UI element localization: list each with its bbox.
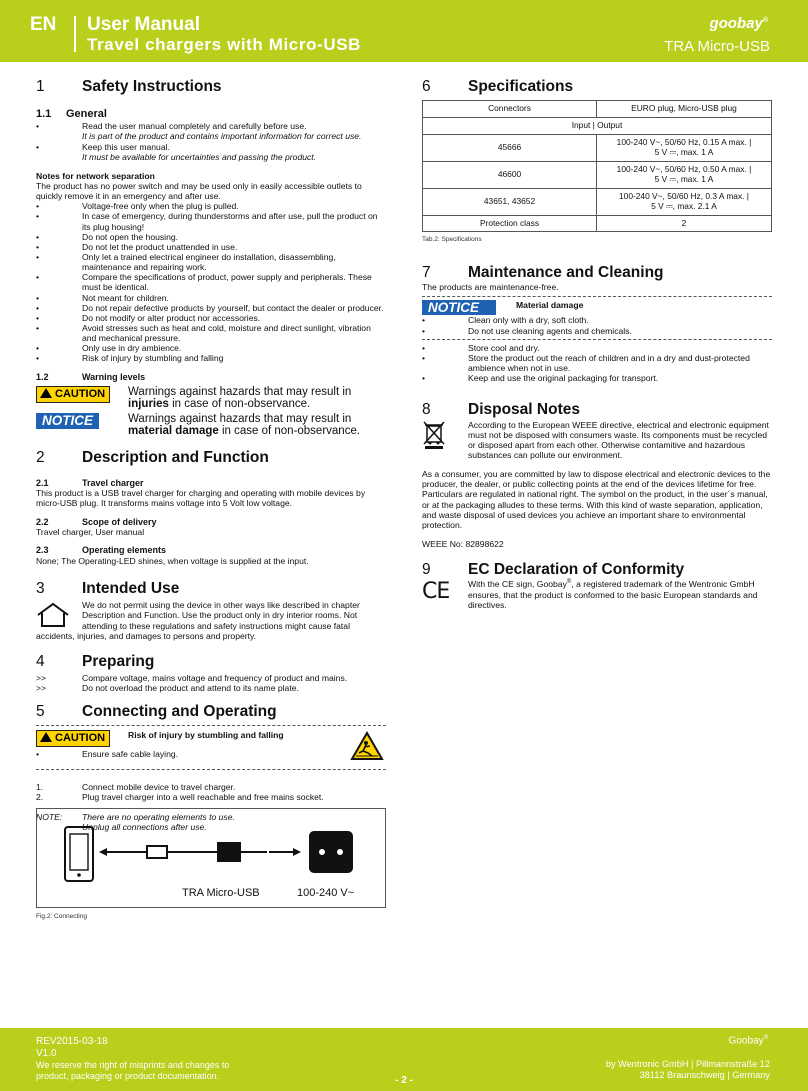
table-cell: EURO plug, Micro-USB plug (597, 101, 772, 118)
footer-brand: Goobay® (728, 1035, 768, 1047)
list-marker (36, 152, 82, 162)
weee-number: WEEE No: 82898622 (422, 538, 504, 549)
maintenance-list (422, 343, 772, 384)
figure-caption: Fig.2: Connecting (36, 913, 87, 920)
house-icon (36, 602, 70, 628)
list-text: Voltage-free only when the plug is pulled. (82, 201, 239, 212)
list-item (422, 343, 772, 353)
section-9-heading: 9 EC Declaration of Conformity (422, 561, 685, 579)
list-marker: • (36, 251, 40, 262)
list-item (36, 782, 386, 792)
network-heading: Notes for network separation (36, 170, 155, 181)
list-marker: • (422, 325, 426, 336)
notice-description: Warnings against hazards that may result in material damage in case of non-observance. (128, 413, 361, 438)
dashed-divider (36, 769, 386, 770)
table-row (423, 135, 772, 162)
stumble-warning: CAUTION Risk of injury by stumbling and falling • Ensure safe cable laying. (36, 729, 386, 765)
section-6-heading: 6 Specifications (422, 78, 574, 95)
table-row (423, 118, 772, 135)
list-item (36, 683, 386, 693)
list-item (36, 152, 386, 162)
table-cell: Input | Output (423, 118, 772, 135)
note-line-2: Unplug all connections after use. (82, 822, 207, 833)
list-text: Do not use cleaning agents and chemicals. (468, 325, 632, 336)
intended-use-text-end: accidents, injuries, and damages to persons and property. (36, 630, 257, 641)
list-text: In case of emergency, during thunderstorms and after use, pull the product on its plug housing! (82, 211, 378, 232)
company-name: by Wentronic GmbH | Pillmannstraße 12 (605, 1059, 770, 1069)
list-marker: >> (36, 683, 47, 694)
list-item (36, 303, 386, 313)
weee-bin-icon (422, 420, 446, 450)
list-item (422, 373, 772, 383)
section-1-1-heading: 1.1 General (36, 108, 107, 121)
list-item (36, 252, 386, 272)
header-divider (74, 16, 76, 52)
left-column (36, 78, 386, 832)
list-marker: • (36, 141, 40, 152)
intended-use-block (36, 600, 386, 630)
dashed-divider (422, 339, 772, 340)
intended-use-text: We do not permit using the device in other ways like described in chapter Description and Function. Use the product only in dry interior rooms. Not attending to these regulations and safety instructions might cause fatal (82, 600, 360, 631)
general-list (36, 121, 386, 162)
section-2-1-text: This product is a USB travel charger for charging and operating with mobile devices by micro-USB plug. It transforms mains voltage into 5 Volt low voltage. (36, 488, 366, 509)
list-marker: • (422, 352, 426, 363)
figure-label-charger: TRA Micro-USB (182, 887, 260, 899)
list-marker: • (422, 342, 426, 353)
section-2-1-heading: 2.1 Travel charger (36, 477, 144, 488)
brand-logo: goobay® (709, 15, 768, 32)
list-text: Avoid stresses such as heat and cold, moisture and direct sunlight, vibration and mechanical pressure. (82, 322, 371, 344)
section-5-heading: 5 Connecting and Operating (36, 703, 277, 721)
section-8-heading: 8 Disposal Notes (422, 401, 580, 419)
table-cell: 100-240 V~, 50/60 Hz, 0.50 A max. | 5 V ⎓, max. 1 A (597, 161, 772, 188)
note-label: NOTE: (36, 811, 63, 822)
section-4-heading: 4 Preparing (36, 652, 155, 670)
list-item (36, 343, 386, 353)
list-text: Only use in dry ambience. (82, 343, 182, 354)
list-marker: • (36, 201, 40, 212)
caution-badge: CAUTION (36, 730, 110, 747)
list-item (422, 326, 772, 336)
list-marker: • (36, 302, 40, 313)
list-text: Not meant for children. (82, 292, 169, 303)
list-marker: • (422, 315, 426, 326)
list-marker: • (36, 241, 40, 252)
list-marker: • (36, 272, 40, 283)
section-7-heading: 7 Maintenance and Cleaning (422, 264, 664, 282)
list-marker: 2. (36, 791, 44, 802)
caution-description: Warnings against hazards that may result in injuries in case of non-observance. (128, 386, 352, 411)
list-marker: 1. (36, 781, 44, 792)
list-marker: >> (36, 673, 47, 684)
table-row (423, 188, 772, 215)
company-address: 38112 Braunschweig | Germany (639, 1070, 770, 1080)
page-header (0, 0, 808, 62)
ce-mark-icon: CE (422, 579, 450, 605)
list-text: Keep and use the original packaging for transport. (468, 373, 659, 384)
caution-badge: CAUTION (36, 386, 110, 403)
list-item (36, 353, 386, 363)
table-row (423, 101, 772, 118)
section-2-3-text: None; The Operating-LED shines, when voltage is supplied at the input. (36, 555, 309, 566)
list-item (36, 313, 386, 323)
list-text: Compare the specifications of product, power supply and peripherals. These must be identical. (82, 272, 372, 293)
manual-title: User Manual (87, 14, 200, 35)
table-cell: 43651, 43652 (423, 188, 597, 215)
list-marker: • (36, 312, 40, 323)
specifications-table (422, 100, 772, 232)
list-marker: • (36, 211, 40, 222)
notice-list (422, 315, 772, 335)
list-item (36, 792, 386, 802)
list-marker: • (36, 343, 40, 354)
list-item (422, 353, 772, 373)
list-text: Read the user manual completely and carefully before use. (82, 121, 307, 132)
list-marker: • (36, 292, 40, 303)
table-cell: 100-240 V~, 50/60 Hz, 0.3 A max. | 5 V ⎓, max. 2.1 A (597, 188, 772, 215)
disclaimer-line-1: We reserve the right of misprints and changes to (36, 1060, 230, 1070)
maintenance-intro: The products are maintenance-free. (422, 282, 559, 293)
list-item (422, 315, 772, 325)
table-cell: 2 (597, 215, 772, 232)
list-text: Compare voltage, mains voltage and frequency of product and mains. (82, 673, 348, 684)
stumble-warning-title: Risk of injury by stumbling and falling (128, 729, 284, 740)
disposal-text-2: As a consumer, you are committed by law to dispose electrical and electronic devices to the producer, the dealer, or public collecting points at the end of the devices lifetime for free. Particulars are regulated in national right. The symbol on the product, in the user´s manual, or at the packaging alludes to these terms. With this kind of waste separation, application, and waste disposal of used devices you achieve an important share to environmental protection. (422, 469, 771, 530)
list-item (36, 131, 386, 141)
list-item (36, 293, 386, 303)
list-item (36, 211, 386, 231)
notice-title: Material damage (516, 299, 584, 310)
list-text: Clean only with a dry, soft cloth. (468, 315, 589, 326)
page-number: - 2 - (395, 1075, 413, 1086)
stumble-warning-bullet: Ensure safe cable laying. (82, 748, 179, 759)
right-column (422, 78, 772, 610)
steps-list (36, 782, 386, 802)
disposal-text-1: According to the European WEEE directive, electrical and electronic equipment must not be disposed with consumers waste. Its components must be recycled or disposed apart from each other. Otherwise contamitive and hazardous substances can pollute our environment. (468, 419, 769, 460)
dashed-divider (422, 296, 772, 297)
material-damage-notice (422, 300, 772, 316)
list-text: It must be available for uncertainties and passing the product. (82, 151, 317, 162)
table-cell: 45666 (423, 135, 597, 162)
list-text: Risk of injury by stumbling and falling (82, 353, 224, 364)
table-cell: 46600 (423, 161, 597, 188)
section-2-2-heading: 2.2 Scope of delivery (36, 516, 157, 527)
table-cell: Connectors (423, 101, 597, 118)
table-caption: Tab.2: Specifications (422, 236, 482, 244)
section-1-2-heading: 1.2 Warning levels (36, 372, 146, 383)
list-item (36, 142, 386, 152)
product-title: Travel chargers with Micro-USB (87, 35, 362, 54)
figure-label-voltage: 100-240 V~ (297, 887, 355, 899)
list-item (36, 323, 386, 343)
table-cell: 100-240 V~, 50/60 Hz, 0.15 A max. | 5 V ⎓, max. 1 A (597, 135, 772, 162)
list-item (36, 121, 386, 131)
notice-badge: NOTICE (36, 413, 99, 429)
language-code: EN (30, 14, 57, 35)
list-marker: • (36, 322, 40, 333)
network-intro: The product has no power switch and may be used only in easily accessible outlets to quickly remove it in an emergency and after use. (36, 180, 362, 202)
list-item (36, 201, 386, 211)
list-text: Store the product out the reach of children and in a dry and dust-protected ambience when not in use. (468, 352, 750, 373)
note-line-1: There are no operating elements to use. (82, 811, 235, 822)
list-item (36, 673, 386, 683)
list-marker: • (36, 353, 40, 364)
list-text: Do not modify or alter product nor accessories. (82, 312, 261, 323)
list-text: It is part of the product and contains important information for correct use. (82, 131, 362, 142)
notice-row (36, 413, 386, 437)
disclaimer-line-2: product, packaging or product documentation. (36, 1071, 220, 1081)
version: V1.0 (36, 1048, 57, 1059)
table-cell: Protection class (423, 215, 597, 232)
list-marker: • (36, 231, 40, 242)
warning-icon (40, 732, 52, 742)
page-footer (0, 1028, 808, 1091)
table-row (423, 161, 772, 188)
caution-row (36, 386, 386, 410)
list-text: Do not overload the product and attend to its name plate. (82, 683, 299, 694)
trip-hazard-icon (350, 731, 384, 761)
list-marker (36, 131, 82, 141)
notice-badge: NOTICE (422, 300, 496, 316)
list-marker: • (422, 373, 426, 384)
list-text: Do not open the housing. (82, 231, 179, 242)
revision: REV2015-03-18 (36, 1036, 108, 1047)
section-2-3-heading: 2.3 Operating elements (36, 545, 167, 556)
table-row (423, 215, 772, 232)
preparing-list (36, 673, 386, 693)
network-list (36, 201, 386, 363)
list-text: Do not let the product unattended in use. (82, 241, 238, 252)
list-text: Do not repair defective products by yourself, but contact the dealer or producer. (82, 302, 384, 313)
list-text: Connect mobile device to travel charger. (82, 781, 236, 792)
list-text: Plug travel charger into a well reachable and free mains socket. (82, 791, 324, 802)
list-marker: • (36, 121, 40, 132)
section-2-2-text: Travel charger, User manual (36, 527, 145, 538)
warning-icon (40, 388, 52, 398)
list-text: Keep this user manual. (82, 141, 170, 152)
list-text: Store cool and dry. (468, 342, 540, 353)
section-2-heading: 2 Description and Function (36, 449, 269, 467)
list-item (36, 232, 386, 242)
disposal-block (422, 420, 772, 461)
section-1-heading: 1 Safety Instructions (36, 78, 222, 95)
model-name: TRA Micro-USB (664, 38, 770, 55)
section-3-heading: 3 Intended Use (36, 580, 180, 598)
conformity-text: With the CE sign, Goobay®, a registered trademark of the Wentronic GmbH ensures, that the product is conformed to the basic European standards and directives. (468, 579, 758, 610)
connecting-figure (36, 808, 386, 908)
conformity-block (422, 579, 772, 609)
list-item (36, 242, 386, 252)
dashed-divider (36, 725, 386, 726)
list-item (36, 272, 386, 292)
list-text: Only let a trained electrical engineer do installation, disassembling, maintenance and repairing work. (82, 251, 336, 273)
